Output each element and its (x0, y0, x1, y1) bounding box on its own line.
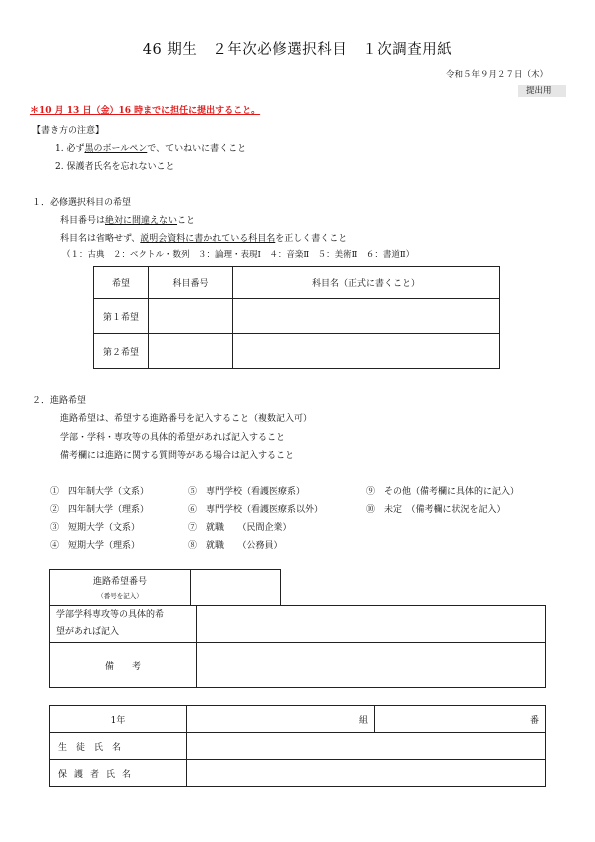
section1-line1-emphasis: 絶対に間違えない (105, 216, 178, 226)
grade-label: 1年 (50, 706, 187, 733)
row-first-choice: 第１希望 (94, 299, 149, 334)
career-option-2: ② 四年制大学（理系） (50, 505, 150, 515)
note-item-1 (55, 141, 246, 154)
section1-line2-emphasis: 説明会資料に書かれている科目名 (140, 234, 276, 244)
remarks-label: 備 考 (50, 643, 197, 688)
section2-line2: 学部・学科・専攻等の具体的希望があれば記入すること (60, 433, 286, 443)
second-choice-name-field[interactable] (233, 334, 500, 369)
student-name-label: 生徒氏名 (50, 733, 187, 760)
career-option-10: ⑩ 未定 （備考欄に状況を記入） (366, 505, 506, 515)
career-number-field[interactable] (191, 570, 280, 605)
section1-line2-pre: 科目名は省略せず、 (60, 234, 141, 244)
subject-choice-table (93, 266, 500, 369)
number-field[interactable] (375, 706, 546, 733)
section1-line1 (60, 213, 195, 226)
guardian-name-field[interactable] (187, 760, 546, 787)
header-subject-name: 科目名（正式に書くこと） (233, 267, 500, 299)
career-option-3: ③ 短期大学（文系） (50, 523, 141, 533)
career-option-6: ⑥ 専門学校（看護医療系以外） (188, 505, 324, 515)
note-item-2: 2. 保護者氏名を忘れないこと (55, 162, 175, 172)
deadline-notice: ＊10 月 13 日（金）16 時までに担任に提出すること。 (30, 106, 261, 116)
section2-heading: ２．進路希望 (32, 396, 87, 406)
career-option-5: ⑤ 専門学校（看護医療系） (188, 487, 306, 497)
career-option-1: ① 四年制大学（文系） (50, 487, 150, 497)
remarks-field[interactable] (197, 643, 546, 688)
career-number-row (49, 569, 281, 605)
career-option-9: ⑨ その他（備考欄に具体的に記入） (366, 487, 520, 497)
section1-line1-pre: 科目番号は (60, 216, 106, 226)
header-choice: 希望 (94, 267, 149, 299)
note-1-post: で、ていねいに書くこと (147, 144, 247, 154)
dept-field[interactable] (197, 606, 546, 643)
first-choice-number-field[interactable] (149, 299, 233, 334)
career-option-8: ⑧ 就職 （公務員） (188, 541, 283, 551)
note-1-emphasis: 黒のボールペン (84, 144, 148, 154)
career-option-7: ⑦ 就職 （民間企業） (188, 523, 292, 533)
career-number-label: 進路希望番号 (92, 577, 147, 587)
student-name-field[interactable] (187, 733, 546, 760)
subject-options: （１：古典 ２：ベクトル・数列 ３：論理・表現Ⅰ ４：音楽Ⅱ ５：美術Ⅱ ６：書道Ⅱ） (62, 250, 415, 260)
number-label: 番 (529, 715, 539, 726)
guardian-name-label: 保護者氏名 (50, 760, 187, 787)
row-second-choice: 第２希望 (94, 334, 149, 369)
second-choice-number-field[interactable] (149, 334, 233, 369)
header-subject-number: 科目番号 (149, 267, 233, 299)
section1-heading: １．必修選択科目の希望 (32, 198, 132, 208)
page-title: 46 期生 ２年次必修選択科目 １次調査用紙 (142, 42, 453, 58)
career-option-4: ④ 短期大学（理系） (50, 541, 141, 551)
career-detail-table (49, 605, 546, 688)
section1-line2-post: を正しく書くこと (275, 234, 348, 244)
section2-line1: 進路希望は、希望する進路番号を記入すること（複数記入可） (60, 414, 313, 424)
notes-heading: 【書き方の注意】 (32, 126, 105, 136)
class-field[interactable] (187, 706, 375, 733)
student-info-table (49, 705, 546, 787)
dept-label-line2: 望があれば記入 (56, 627, 120, 637)
submission-badge: 提出用 (518, 85, 566, 97)
first-choice-name-field[interactable] (233, 299, 500, 334)
dept-label-line1: 学部学科専攻等の具体的希 (56, 610, 165, 620)
note-1-pre: 1. 必ず (55, 144, 85, 154)
section2-line3: 備考欄には進路に関する質問等がある場合は記入すること (60, 451, 295, 461)
class-label: 組 (358, 715, 368, 726)
date: 令和５年９月２７日（木） (445, 70, 548, 80)
career-number-sublabel: （番号を記入） (97, 592, 143, 600)
dept-label-cell (50, 606, 197, 643)
section1-line1-post: こと (177, 216, 196, 226)
section1-line2 (60, 231, 347, 244)
